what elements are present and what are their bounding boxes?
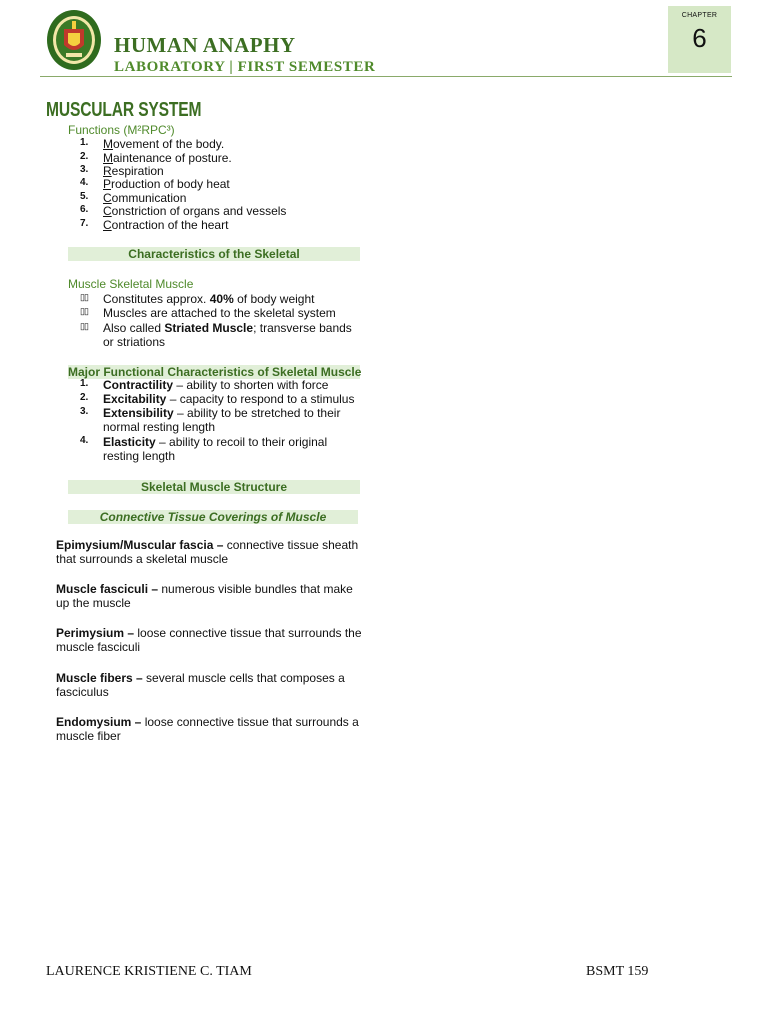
list-number: 1. [80, 137, 89, 148]
mnemonic-letter: C [103, 191, 112, 205]
list-number: 2. [80, 151, 89, 162]
list-item-rest: onstriction of organs and vessels [111, 204, 287, 218]
footer-course: BSMT 159 [586, 964, 649, 979]
list-number: 5. [80, 191, 89, 202]
list-item-text [103, 137, 224, 151]
bullet-text [103, 321, 352, 335]
list-number: 6. [80, 204, 89, 215]
list-item-text [103, 435, 327, 449]
list-number: 3. [80, 406, 89, 417]
term-description-continued: normal resting length [103, 420, 216, 434]
definition-paragraph [56, 626, 366, 654]
list-item-text [103, 151, 232, 165]
definition-paragraph [56, 671, 366, 699]
list-number: 3. [80, 164, 89, 175]
list-item-rest: aintenance of posture. [113, 151, 232, 165]
mnemonic-letter: M [103, 137, 113, 151]
list-item [0, 137, 400, 151]
list-number: 4. [80, 435, 89, 446]
major-characteristics-bar [68, 365, 360, 379]
term: Excitability [103, 392, 167, 406]
list-item-rest: roduction of body heat [111, 177, 230, 191]
term: Extensibility [103, 406, 174, 420]
list-item-rest: ovement of the body. [113, 137, 225, 151]
term: Muscle fibers – [56, 671, 143, 685]
definition-paragraph [56, 538, 366, 566]
university-seal-logo [46, 9, 102, 71]
list-item-text [103, 406, 340, 420]
mnemonic-letter: P [103, 177, 112, 191]
coverings-bar: Connective Tissue Coverings of Muscle [68, 510, 358, 524]
term-description: loose connective tissue that surrounds a muscle fiber [56, 715, 359, 743]
chapter-label: CHAPTER [681, 12, 718, 19]
bullet-text-part: ; transverse bands [253, 321, 352, 335]
list-item [0, 392, 400, 406]
bullet-text-part: Also called [103, 321, 165, 335]
list-item [0, 321, 400, 335]
list-item [0, 191, 400, 205]
skeletal-muscle-subheading: Muscle Skeletal Muscle [68, 277, 194, 291]
definition-paragraph [56, 715, 366, 743]
list-number: 1. [80, 378, 89, 389]
list-item [0, 151, 400, 165]
bullet-bold: 40% [209, 292, 234, 306]
bullet-bold: Striated Muscle [164, 321, 254, 335]
mnemonic-letter: C [103, 204, 112, 218]
term: Epimysium/Muscular fascia – [56, 538, 224, 552]
list-item [0, 218, 400, 232]
list-item [0, 306, 400, 320]
term-description: connective tissue sheath that surrounds a skeletal muscle [56, 538, 359, 566]
term-description: – capacity to respond to a stimulus [166, 392, 355, 406]
term-description: several muscle cells that composes a fasciculus [56, 671, 345, 699]
list-number: 7. [80, 218, 89, 229]
list-number: 4. [80, 177, 89, 188]
structure-bar: Skeletal Muscle Structure [68, 480, 360, 494]
mnemonic-letter: R [103, 164, 112, 178]
definition-paragraph [56, 582, 366, 610]
term: Elasticity [103, 435, 156, 449]
list-item [0, 177, 400, 191]
term-description: loose connective tissue that surrounds the muscle fasciculi [56, 626, 362, 654]
term: Endomysium – [56, 715, 142, 729]
list-item-text [103, 378, 328, 392]
bullet-text: Muscles are attached to the skeletal system [103, 306, 336, 320]
list-item [0, 378, 400, 392]
characteristics-bar: Characteristics of the Skeletal [68, 247, 360, 261]
list-item-text [103, 218, 228, 232]
bullet-icon: ▯▯ [80, 321, 88, 331]
bullet-text [103, 292, 314, 306]
list-item-rest: espiration [111, 164, 164, 178]
header-divider [40, 76, 732, 77]
list-item-rest: ontraction of the heart [111, 218, 229, 232]
term-description: – ability to be stretched to their [173, 406, 341, 420]
list-item [0, 292, 400, 306]
term-description: – ability to recoil to their original [155, 435, 328, 449]
bullet-icon: ▯▯ [80, 292, 88, 302]
document-title: HUMAN ANAPHY [114, 33, 296, 57]
list-item-text [103, 392, 354, 406]
term-description: numerous visible bundles that make up the muscle [56, 582, 353, 610]
major-characteristics-title: Major Functional Characteristics of Skeletal Muscle [68, 365, 362, 379]
chapter-badge [668, 6, 731, 73]
list-number: 2. [80, 392, 89, 403]
list-item-rest: ommunication [111, 191, 187, 205]
term: Muscle fasciculi – [56, 582, 159, 596]
mnemonic-letter: C [103, 218, 112, 232]
list-item [0, 406, 400, 420]
section-title: MUSCULAR SYSTEM [46, 99, 202, 121]
list-item-text [103, 204, 286, 218]
term: Contractility [103, 378, 174, 392]
mnemonic-letter: M [103, 151, 113, 165]
bullet-text-continued: or striations [103, 335, 166, 349]
list-item [0, 435, 400, 449]
bullet-text-part: Constitutes approx. [103, 292, 210, 306]
term-description-continued: resting length [103, 449, 176, 463]
list-item-text [103, 191, 186, 205]
list-item-text [103, 177, 230, 191]
bullet-text-part: of body weight [233, 292, 315, 306]
bullet-icon: ▯▯ [80, 306, 88, 316]
footer-author: LAURENCE KRISTIENE C. TIAM [46, 964, 252, 979]
list-item [0, 204, 400, 218]
functions-heading: Functions (M²RPC³) [68, 123, 175, 137]
term: Perimysium – [56, 626, 135, 640]
list-item-text [103, 164, 164, 178]
chapter-number: 6 [692, 23, 707, 53]
list-item [0, 164, 400, 178]
document-subtitle: LABORATORY | FIRST SEMESTER [114, 59, 376, 75]
term-description: – ability to shorten with force [173, 378, 329, 392]
